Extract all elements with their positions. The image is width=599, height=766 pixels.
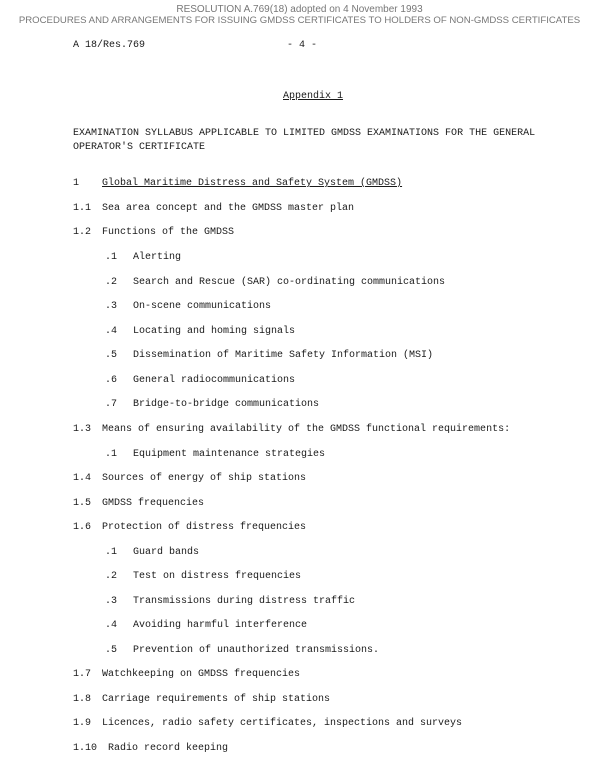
item-number: 1.9 [73, 718, 92, 729]
item-text: Alerting [133, 252, 182, 263]
syllabus-subitem [0, 449, 599, 463]
item-number: 1.10 [73, 743, 98, 754]
item-text: Guard bands [133, 547, 200, 558]
syllabus-title-line-2: OPERATOR'S CERTIFICATE [73, 142, 206, 153]
syllabus-subitem [0, 571, 599, 585]
item-text: Sea area concept and the GMDSS master plan [102, 203, 355, 214]
syllabus-section [0, 178, 599, 192]
item-number: 1.1 [73, 203, 92, 214]
item-text: Means of ensuring availability of the GMDSS functional requirements: [102, 424, 511, 435]
item-text: Search and Rescue (SAR) co-ordinating communications [133, 277, 446, 288]
item-number: 1.3 [73, 424, 92, 435]
item-text: Licences, radio safety certificates, inspections and surveys [102, 718, 463, 729]
document-header-line-2: PROCEDURES AND ARRANGEMENTS FOR ISSUING GMDSS CERTIFICATES TO HOLDERS OF NON-GMDSS CERTIFICATES [18, 15, 581, 26]
item-text: Locating and homing signals [133, 326, 296, 337]
syllabus-subitem [0, 326, 599, 340]
item-number: .3 [105, 301, 118, 312]
syllabus-item [0, 203, 599, 217]
item-text: Functions of the GMDSS [102, 227, 235, 238]
item-number: .7 [105, 399, 118, 410]
item-number: .1 [105, 252, 118, 263]
item-number: .1 [105, 449, 118, 460]
item-number: .4 [105, 620, 118, 631]
item-text: Transmissions during distress traffic [133, 596, 356, 607]
syllabus-subitem [0, 645, 599, 659]
item-text: Equipment maintenance strategies [133, 449, 326, 460]
item-number: .3 [105, 596, 118, 607]
item-number: .4 [105, 326, 118, 337]
syllabus-item [0, 522, 599, 536]
item-number: 1.8 [73, 694, 92, 705]
item-number: 1.7 [73, 669, 92, 680]
item-number: .5 [105, 645, 118, 656]
syllabus-subitem [0, 547, 599, 561]
item-text: Radio record keeping [108, 743, 229, 754]
item-text: GMDSS frequencies [102, 498, 205, 509]
item-number: .2 [105, 571, 118, 582]
item-text: Watchkeeping on GMDSS frequencies [102, 669, 301, 680]
item-number: .2 [105, 277, 118, 288]
item-text: General radiocommunications [133, 375, 296, 386]
item-text: Prevention of unauthorized transmissions. [133, 645, 380, 656]
document-header-line-1: RESOLUTION A.769(18) adopted on 4 November 1993 [176, 4, 423, 15]
item-number: 1.4 [73, 473, 92, 484]
syllabus-item [0, 498, 599, 512]
syllabus-subitem [0, 596, 599, 610]
syllabus-item [0, 694, 599, 708]
item-number: 1.2 [73, 227, 92, 238]
syllabus-item [0, 424, 599, 438]
item-text: Avoiding harmful interference [133, 620, 308, 631]
item-text: Sources of energy of ship stations [102, 473, 307, 484]
item-number: .5 [105, 350, 118, 361]
item-number: 1.5 [73, 498, 92, 509]
syllabus-subitem [0, 399, 599, 413]
appendix-title: Appendix 1 [283, 91, 344, 102]
item-number: .1 [105, 547, 118, 558]
item-number: 1 [73, 178, 80, 189]
syllabus-subitem [0, 375, 599, 389]
syllabus-item [0, 669, 599, 683]
item-text: Dissemination of Maritime Safety Information (MSI) [133, 350, 434, 361]
syllabus-item [0, 718, 599, 732]
syllabus-subitem [0, 252, 599, 266]
syllabus-title-line-1: EXAMINATION SYLLABUS APPLICABLE TO LIMITED GMDSS EXAMINATIONS FOR THE GENERAL [73, 128, 536, 139]
item-text: Protection of distress frequencies [102, 522, 307, 533]
document-reference: A 18/Res.769 [73, 40, 146, 51]
item-text: Bridge-to-bridge communications [133, 399, 320, 410]
item-number: .6 [105, 375, 118, 386]
item-text: Global Maritime Distress and Safety System (GMDSS) [102, 178, 403, 189]
syllabus-subitem [0, 350, 599, 364]
item-text: Carriage requirements of ship stations [102, 694, 331, 705]
page-number: - 4 - [287, 40, 318, 51]
syllabus-item [0, 227, 599, 241]
item-text: On-scene communications [133, 301, 272, 312]
item-number: 1.6 [73, 522, 92, 533]
syllabus-subitem [0, 301, 599, 315]
syllabus-item [0, 743, 599, 757]
syllabus-subitem [0, 620, 599, 634]
syllabus-item [0, 473, 599, 487]
item-text: Test on distress frequencies [133, 571, 302, 582]
syllabus-subitem [0, 277, 599, 291]
